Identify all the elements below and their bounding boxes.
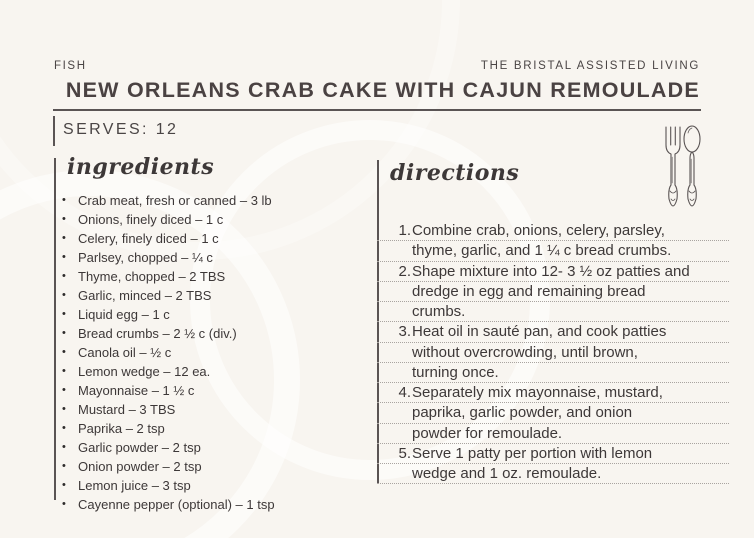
direction-line: 3. Heat oil in sauté pan, and cook patties xyxy=(377,322,729,342)
bullet-icon: • xyxy=(62,289,66,301)
ingredients-heading: ingredients xyxy=(67,154,215,180)
bullet-icon: • xyxy=(62,441,66,453)
serves-accent-bar xyxy=(53,116,55,146)
direction-line: without overcrowding, until brown, xyxy=(377,343,729,363)
step-number xyxy=(377,282,412,301)
direction-line: paprika, garlic powder, and onion xyxy=(377,403,729,423)
ingredient-item: • Celery, finely diced – 1 c xyxy=(62,231,219,246)
directions-heading: directions xyxy=(390,160,520,186)
direction-line: 4. Separately mix mayonnaise, mustard, xyxy=(377,383,729,403)
ingredient-item: • Cayenne pepper (optional) – 1 tsp xyxy=(62,497,275,512)
step-number xyxy=(377,363,412,382)
ingredient-item: • Lemon wedge – 12 ea. xyxy=(62,364,211,379)
ingredient-item: • Parlsey, chopped – ¼ c xyxy=(62,250,213,265)
step-number: 5. xyxy=(398,444,411,462)
recipe-title: NEW ORLEANS CRAB CAKE WITH CAJUN REMOULADE xyxy=(65,78,700,102)
ingredient-item: • Crab meat, fresh or canned – 3 lb xyxy=(62,193,272,208)
bullet-icon: • xyxy=(62,270,66,282)
direction-line: 5. Serve 1 patty per portion with lemon xyxy=(377,444,729,464)
direction-line: turning once. xyxy=(377,363,729,383)
step-number xyxy=(377,302,412,321)
step-number xyxy=(377,424,412,443)
serves-count: SERVES: 12 xyxy=(63,121,179,138)
step-number: 3. xyxy=(398,323,411,341)
bullet-icon: • xyxy=(62,308,66,320)
step-number xyxy=(377,403,412,422)
bullet-icon: • xyxy=(62,194,66,206)
bullet-icon: • xyxy=(62,251,66,263)
bullet-icon: • xyxy=(62,327,66,339)
ingredient-item: • Onion powder – 2 tsp xyxy=(62,459,202,474)
facility-name: THE BRISTAL ASSISTED LIVING xyxy=(480,60,700,72)
bullet-icon: • xyxy=(62,213,66,225)
direction-line: wedge and 1 oz. remoulade. xyxy=(377,464,729,484)
step-number xyxy=(377,464,412,483)
ingredient-item: • Liquid egg – 1 c xyxy=(62,307,170,322)
ingredient-item: • Bread crumbs – 2 ½ c (div.) xyxy=(62,326,237,341)
title-divider xyxy=(53,109,701,111)
bullet-icon: • xyxy=(62,498,66,510)
ingredient-item: • Canola oil – ½ c xyxy=(62,345,172,360)
bullet-icon: • xyxy=(62,232,66,244)
step-number xyxy=(377,241,412,260)
ingredient-item: • Thyme, chopped – 2 TBS xyxy=(62,269,226,284)
bullet-icon: • xyxy=(62,403,66,415)
ingredients-accent-bar xyxy=(54,158,56,500)
bullet-icon: • xyxy=(62,422,66,434)
step-number: 1. xyxy=(398,222,411,239)
directions-list xyxy=(377,221,729,484)
ingredient-item: • Lemon juice – 3 tsp xyxy=(62,478,191,493)
direction-line: dredge in egg and remaining bread xyxy=(377,282,729,302)
fork-and-spoon-icon xyxy=(660,125,704,209)
ingredients-list xyxy=(62,191,275,514)
ingredient-item: • Paprika – 2 tsp xyxy=(62,421,165,436)
ingredient-item: • Garlic powder – 2 tsp xyxy=(62,440,201,455)
bullet-icon: • xyxy=(62,365,66,377)
ingredient-item: • Mustard – 3 TBS xyxy=(62,402,176,417)
direction-line: thyme, garlic, and 1 ¼ c bread crumbs. xyxy=(377,241,729,261)
step-number: 2. xyxy=(398,262,411,280)
direction-line: powder for remoulade. xyxy=(377,424,729,444)
ingredient-item: • Garlic, minced – 2 TBS xyxy=(62,288,212,303)
bullet-icon: • xyxy=(62,460,66,472)
recipe-category: FISH xyxy=(54,60,87,72)
bullet-icon: • xyxy=(62,346,66,358)
step-number xyxy=(377,343,412,362)
bullet-icon: • xyxy=(62,384,66,396)
direction-line: 2. Shape mixture into 12- 3 ½ oz patties and xyxy=(377,262,729,282)
bullet-icon: • xyxy=(62,479,66,491)
step-number: 4. xyxy=(398,384,411,401)
direction-line: 1. Combine crab, onions, celery, parsley, xyxy=(377,221,729,241)
direction-line: crumbs. xyxy=(377,302,729,322)
ingredient-item: • Mayonnaise – 1 ½ c xyxy=(62,383,195,398)
ingredient-item: • Onions, finely diced – 1 c xyxy=(62,212,224,227)
